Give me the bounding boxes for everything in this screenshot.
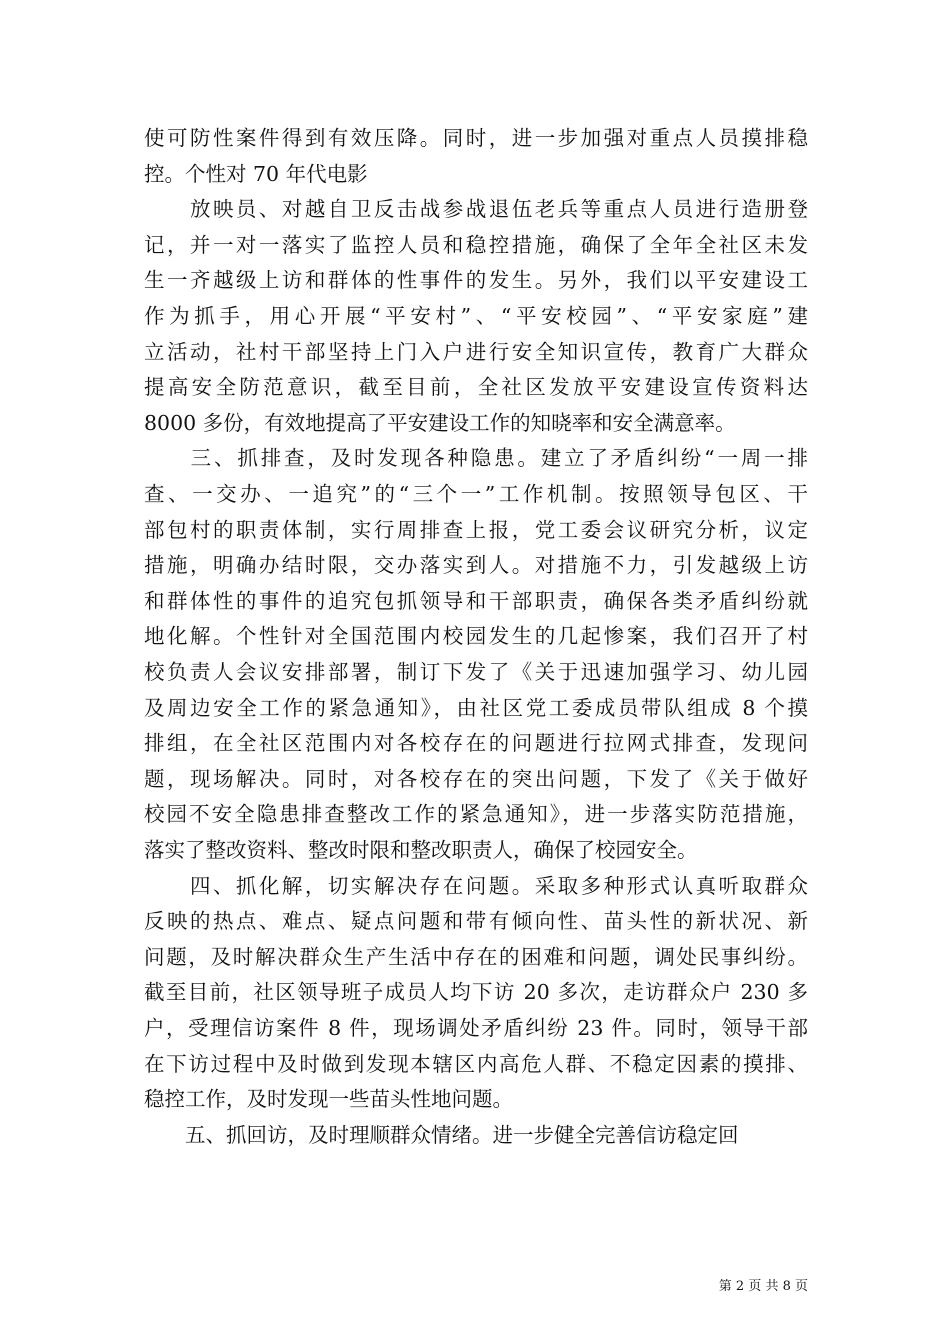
body-line: 部包村的职责体制，实行周排查上报，党工委会议研究分析，议定 [144,518,808,542]
body-line: 生一齐越级上访和群体的性事件的发生。另外，我们以平安建设工 [144,268,808,292]
body-line: 稳控工作，及时发现一些苗头性地问题。 [144,1087,513,1111]
body-line: 记，并一对一落实了监控人员和稳控措施，确保了全年全社区未发 [144,233,808,257]
body-line: 落实了整改资料、整改时限和整改职责人，确保了校园安全。 [144,838,698,862]
body-line: 截至目前，社区领导班子成员人均下访 20 多次，走访群众户 230 多 [144,980,808,1004]
body-line: 8000 多份，有效地提高了平安建设工作的知晓率和安全满意率。 [144,411,736,435]
body-line: 提高安全防范意识，截至目前，全社区发放平安建设宣传资料达 [144,375,808,399]
body-line: 及周边安全工作的紧急通知》，由社区党工委成员带队组成 8 个摸 [144,696,808,720]
page-footer: 第 2 页 共 8 页 [718,1279,808,1294]
body-line: 在下访过程中及时做到发现本辖区内高危人群、不稳定因素的摸排、 [144,1052,808,1076]
body-line: 五、抓回访，及时理顺群众情绪。进一步健全完善信访稳定回 [144,1123,739,1147]
body-line: 问题，及时解决群众生产生活中存在的困难和问题，调处民事纠纷。 [144,945,808,969]
body-line: 立活动，社村干部坚持上门入户进行安全知识宣传，教育广大群众 [144,340,808,364]
body-line: 反映的热点、难点、疑点问题和带有倾向性、苗头性的新状况、新 [144,909,808,933]
body-line: 使可防性案件得到有效压降。同时，进一步加强对重点人员摸排稳 [144,126,808,150]
body-line: 放映员、对越自卫反击战参战退伍老兵等重点人员进行造册登 [144,197,808,221]
body-line: 校负责人会议安排部署，制订下发了《关于迅速加强学习、幼儿园 [144,660,808,684]
body-line: 排组，在全社区范围内对各校存在的问题进行拉网式排查，发现问 [144,731,808,755]
body-line: 校园不安全隐患排查整改工作的紧急通知》，进一步落实防范措施， [144,802,808,826]
body-line: 地化解。个性针对全国范围内校园发生的几起惨案，我们召开了村 [144,624,808,648]
body-line: 作为抓手，用心开展“平安村”、“平安校园”、“平安家庭”建 [144,304,808,328]
body-line: 控。个性对 70 年代电影 [144,162,368,186]
body-line: 户，受理信访案件 8 件，现场调处矛盾纠纷 23 件。同时，领导干部 [144,1016,808,1040]
body-line: 和群体性的事件的追究包抓领导和干部职责，确保各类矛盾纠纷就 [144,589,808,613]
body-line: 查、一交办、一追究”的“三个一”工作机制。按照领导包区、干 [144,482,808,506]
body-line: 题，现场解决。同时，对各校存在的突出问题，下发了《关于做好 [144,767,808,791]
body-line: 四、抓化解，切实解决存在问题。采取多种形式认真听取群众 [144,874,808,898]
body-line: 三、抓排查，及时发现各种隐患。建立了矛盾纠纷“一周一排 [144,446,808,470]
body-line: 措施，明确办结时限，交办落实到人。对措施不力，引发越级上访 [144,553,808,577]
